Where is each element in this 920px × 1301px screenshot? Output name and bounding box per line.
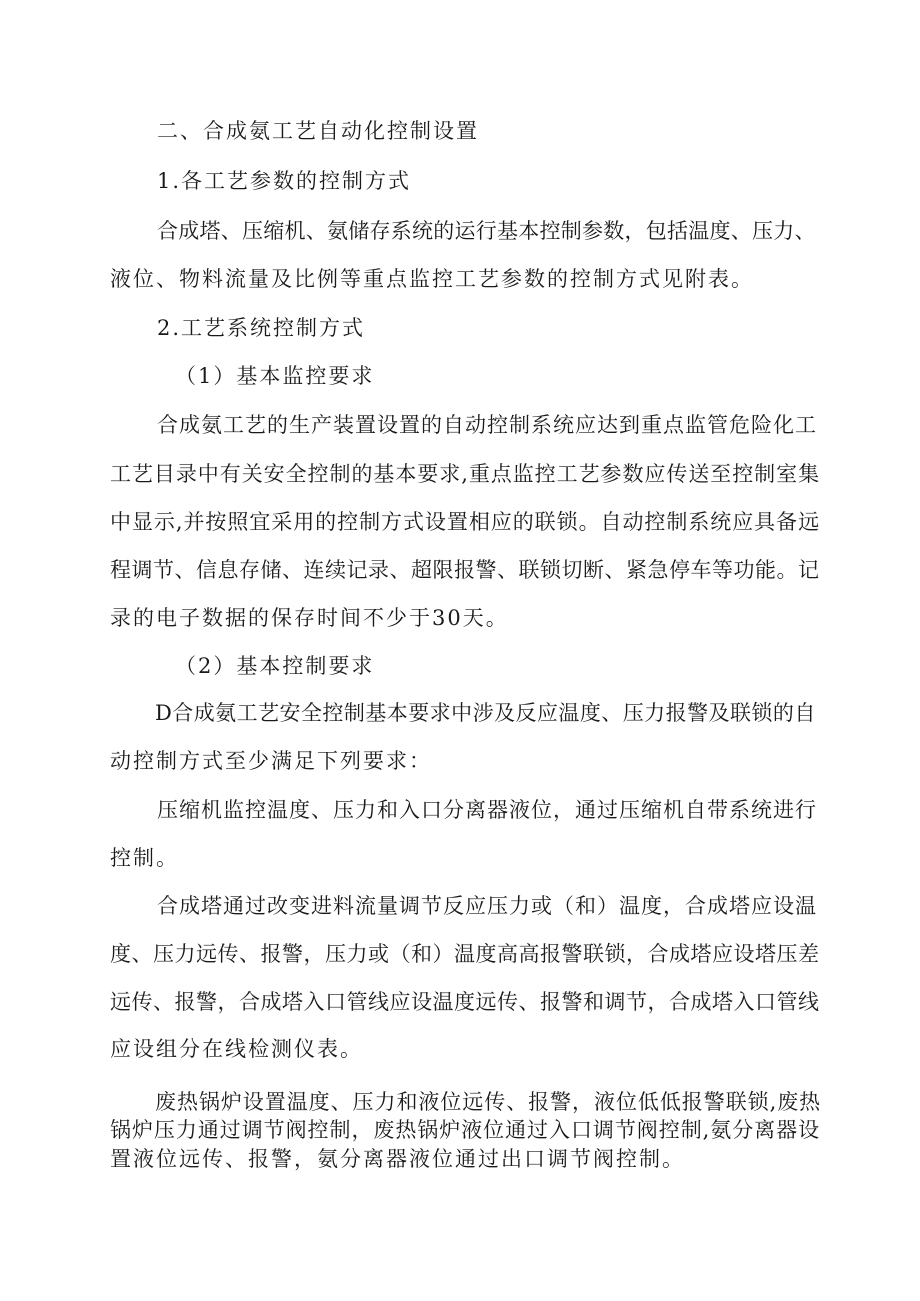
paragraph-3-line-1: D合成氨工艺安全控制基本要求中涉及反应温度、压力报警及联锁的自 bbox=[155, 701, 816, 725]
paragraph-5-line-3: 远传、报警，合成塔入口管线应设温度远传、报警和调节，合成塔入口管线 bbox=[110, 990, 820, 1014]
item-2-title: （2）基本控制要求 bbox=[175, 654, 375, 678]
item-1-title: （1）基本监控要求 bbox=[175, 364, 375, 388]
paragraph-2-line-3: 中显示,并按照宜采用的控制方式设置相应的联锁。自动控制系统应具备远 bbox=[110, 510, 821, 534]
section-title: 二、合成氨工艺自动化控制设置 bbox=[157, 119, 479, 143]
paragraph-1-line-2: 液位、物料流量及比例等重点监控工艺参数的控制方式见附表。 bbox=[110, 267, 754, 291]
paragraph-2-line-4: 程调节、信息存储、连续记录、超限报警、联锁切断、紧急停车等功能。记 bbox=[110, 558, 820, 582]
paragraph-5-line-2: 度、压力远传、报警，压力或（和）温度高高报警联锁，合成塔应设塔压差 bbox=[110, 942, 820, 966]
paragraph-2-line-5: 录的电子数据的保存时间不少于30天。 bbox=[110, 606, 509, 630]
paragraph-2-line-2: 工艺目录中有关安全控制的基本要求,重点监控工艺参数应传送至控制室集 bbox=[110, 462, 821, 486]
paragraph-5-line-4: 应设组分在线检测仪表。 bbox=[110, 1037, 363, 1061]
paragraph-3-line-2: 动控制方式至少满足下列要求： bbox=[110, 749, 432, 773]
paragraph-1-line-1: 合成塔、压缩机、氨储存系统的运行基本控制参数，包括温度、压力、 bbox=[157, 219, 816, 243]
paragraph-6-line-3: 置液位远传、报警，氨分离器液位通过出口调节阀控制。 bbox=[110, 1147, 685, 1171]
subsection-title-2: 2.工艺系统控制方式 bbox=[157, 316, 366, 340]
paragraph-6-line-1: 废热锅炉设置温度、压力和液位远传、报警，液位低低报警联锁,废热 bbox=[155, 1090, 822, 1114]
paragraph-5-line-1: 合成塔通过改变进料流量调节反应压力或（和）温度，合成塔应设温 bbox=[157, 894, 817, 918]
paragraph-4-line-1: 压缩机监控温度、压力和入口分离器液位，通过压缩机自带系统进行 bbox=[157, 798, 817, 822]
subsection-title-1: 1.各工艺参数的控制方式 bbox=[157, 169, 412, 193]
paragraph-4-line-2: 控制。 bbox=[110, 846, 179, 870]
paragraph-6-line-2: 锅炉压力通过调节阀控制，废热锅炉液位通过入口调节阀控制,氨分离器设 bbox=[110, 1118, 821, 1142]
paragraph-2-line-1: 合成氨工艺的生产装置设置的自动控制系统应达到重点监管危险化工 bbox=[157, 413, 817, 437]
